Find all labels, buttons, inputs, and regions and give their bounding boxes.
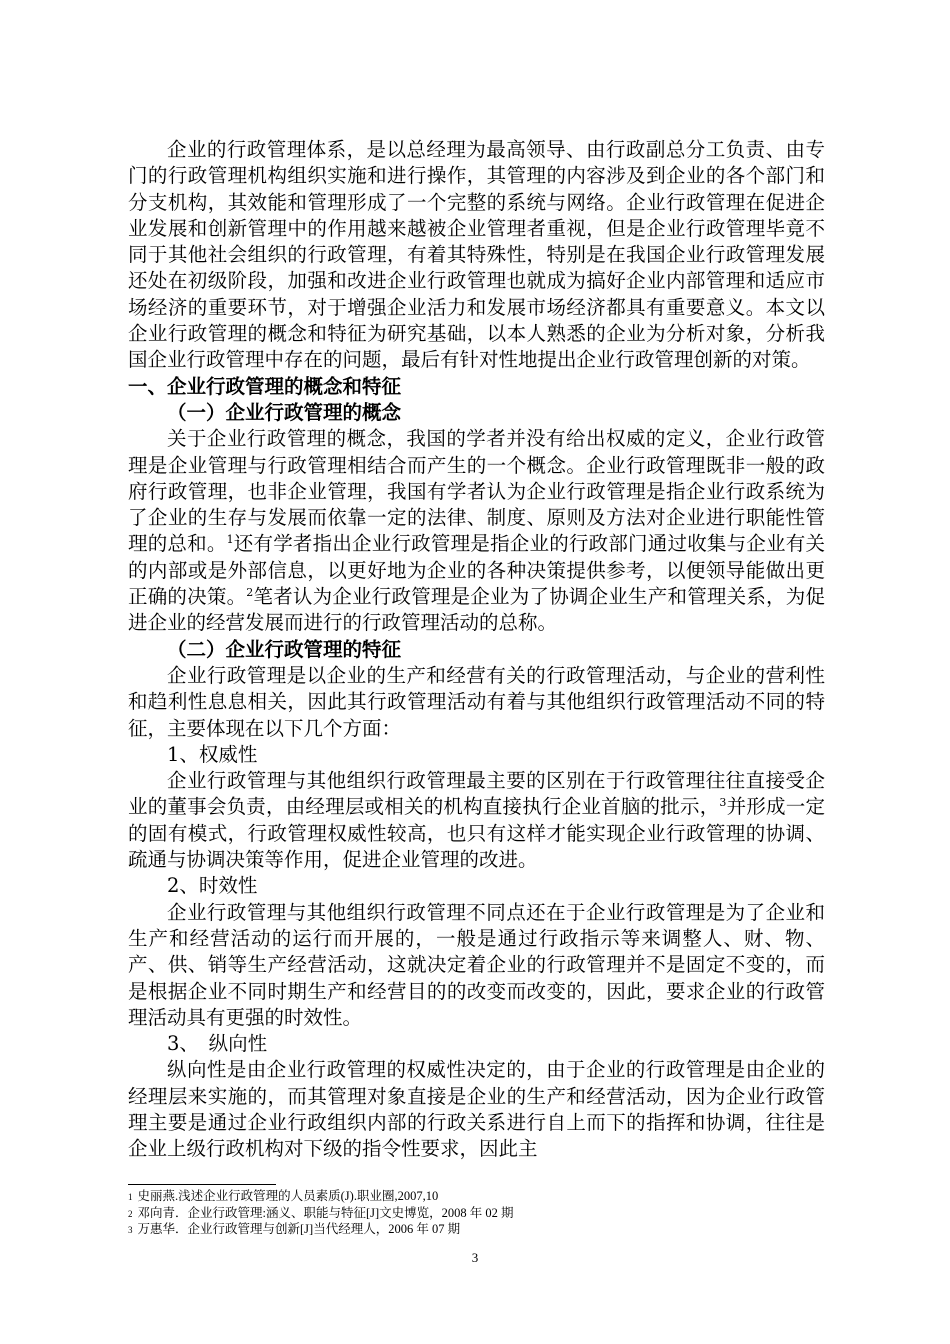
footnote-2: [128, 1205, 825, 1222]
footnote-3: [128, 1221, 825, 1238]
footnote-ref-2[interactable]: 2: [246, 586, 254, 600]
footnote-text: 史丽燕.浅述企业行政管理的人员素质(J).职业圈,2007,10: [137, 1189, 439, 1203]
concept-paragraph: [128, 426, 825, 636]
footnote-text: 万惠华．企业行政管理与创新[J]当代经理人，2006 年 07 期: [137, 1222, 461, 1236]
feature-2-label: 2、时效性: [167, 874, 258, 898]
feature-3-label: 3、 纵向性: [167, 1032, 268, 1056]
footnote-text: 邓向青．企业行政管理:涵义、职能与特征[J]文史博览，2008 年 02 期: [137, 1205, 514, 1220]
footnotes: [128, 1188, 825, 1238]
feature-1-paragraph: [128, 768, 825, 873]
feature-1-label: 1、权威性: [167, 742, 258, 766]
feature-2-paragraph: 企业行政管理与其他组织行政管理不同点还在于企业行政管理是为了企业和生产和经营活动的运行而开展的，一般是通过行政指示等来调整人、财、物、产、供、销等生产经营活动，这就决定着企业的行政管理并不是固定不变的，而是根据企业不同时期生产和经营目的的改变而改变的，因此，要求企业的行政管理活动具有更强的时效性。: [128, 900, 825, 1029]
footnote-number: 1: [128, 1192, 133, 1202]
footnote-1: [128, 1188, 825, 1205]
concept-text-c: 笔者认为企业行政管理是企业为了协调企业生产和管理关系，为促进企业的经营发展而进行的行政管理活动的总称。: [128, 585, 825, 635]
feature-1-text-b: 并形成一定的固有模式，行政管理权威性较高，也只有这样才能实现企业行政管理的协调、疏通与协调决策等作用，促进企业管理的改进。: [128, 795, 825, 872]
concept-text-b: 还有学者指出企业行政管理是指企业的行政部门通过收集与企业有关的内部或是外部信息，以更好地为企业的各种决策提供参考，以便领导能做出更正确的决策。: [128, 532, 825, 609]
feature-1-text-a: 企业行政管理与其他组织行政管理最主要的区别在于行政管理往往直接受企业的董事会负责，由经理层或相关的机构直接执行企业首脑的批示，: [128, 769, 825, 819]
section-heading: 一、企业行政管理的概念和特征: [128, 374, 402, 398]
features-intro-paragraph: 企业行政管理是以企业的生产和经营有关的行政管理活动，与企业的营利性和趋利性息息相关，因此其行政管理活动有着与其他组织行政管理活动不同的特征，主要体现在以下几个方面：: [128, 663, 825, 740]
intro-paragraph: 企业的行政管理体系，是以总经理为最高领导、由行政副总分工负责、由专门的行政管理机构组织实施和进行操作，其管理的内容涉及到企业的各个部门和分支机构，其效能和管理形成了一个完整的系统与网络。企业行政管理在促进企业发展和创新管理中的作用越来越被企业管理者重视，但是企业行政管理毕竟不同于其他社会组织的行政管理，有着其特殊性，特别是在我国企业行政管理发展还处在初级阶段，加强和改进企业行政管理也就成为搞好企业内部管理和适应市场经济的重要环节，对于增强企业活力和发展市场经济都具有重要意义。本文以企业行政管理的概念和特征为研究基础，以本人熟悉的企业为分析对象，分析我国企业行政管理中存在的问题，最后有针对性地提出企业行政管理创新的对策。: [128, 138, 825, 372]
subsection-heading-features: （二）企业行政管理的特征: [167, 637, 402, 661]
footnote-separator: [128, 1184, 276, 1185]
footnote-ref-3[interactable]: 3: [719, 796, 727, 810]
footnote-number: 3: [128, 1225, 133, 1235]
subsection-heading-concept: （一）企业行政管理的概念: [167, 400, 402, 424]
page-number: 3: [471, 1250, 479, 1265]
footnote-number: 2: [128, 1208, 133, 1219]
document-body: [128, 137, 825, 1163]
concept-text-a: 关于企业行政管理的概念，我国的学者并没有给出权威的定义，企业行政管理是企业管理与行政管理相结合而产生的一个概念。企业行政管理既非一般的政府行政管理，也非企业管理，我国有学者认为企业行政管理是指企业行政系统为了企业的生存与发展而依靠一定的法律、制度、原则及方法对企业进行职能性管理的总和。: [128, 427, 825, 556]
feature-3-paragraph: 纵向性是由企业行政管理的权威性决定的，由于企业的行政管理是由企业的经理层来实施的，而其管理对象直接是企业的生产和经营活动，因为企业行政管理主要是通过企业行政组织内部的行政关系进行自上而下的指挥和协调，往往是企业上级行政机构对下级的指令性要求，因此主: [128, 1058, 825, 1161]
footnote-ref-1[interactable]: 1: [226, 533, 234, 547]
